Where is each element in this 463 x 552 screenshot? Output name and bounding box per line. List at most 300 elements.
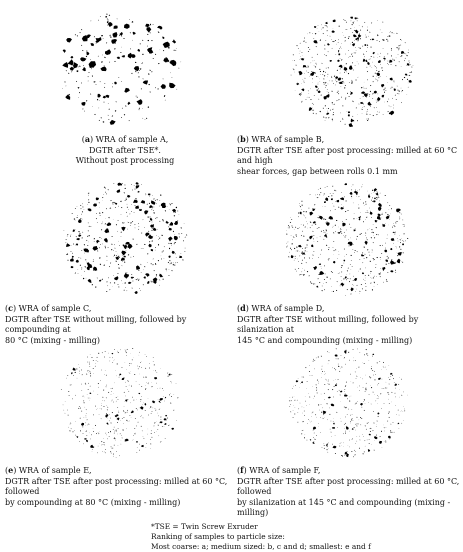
- particle-small: [357, 436, 358, 437]
- particle-small: [343, 206, 344, 207]
- particle-small: [75, 208, 76, 209]
- particle-small: [168, 372, 169, 373]
- particle-field-c: [60, 180, 190, 298]
- particle-small: [332, 41, 333, 42]
- particle-small: [386, 281, 387, 282]
- particle-small: [324, 75, 325, 76]
- particle-small: [141, 88, 142, 89]
- particle-small: [365, 268, 366, 269]
- particle-small: [365, 440, 366, 441]
- particle-small: [65, 413, 66, 414]
- particle-small: [354, 250, 355, 251]
- particle-small: [179, 236, 180, 237]
- particle-small: [103, 442, 104, 443]
- particle-large: [374, 91, 377, 94]
- particle-small: [362, 26, 363, 27]
- particle-small: [374, 276, 375, 277]
- particle-small: [307, 381, 308, 382]
- particle-small: [309, 32, 310, 33]
- particle-large: [89, 61, 97, 68]
- particle-small: [78, 231, 80, 232]
- particle-small: [345, 364, 346, 365]
- particle-small: [376, 68, 377, 69]
- particle-small: [360, 425, 361, 426]
- particle-small: [110, 263, 111, 264]
- particle-small: [116, 255, 117, 256]
- particle-small: [293, 69, 294, 70]
- particle-small: [138, 229, 139, 230]
- particle-small: [80, 430, 81, 431]
- particle-small: [399, 212, 400, 213]
- particle-small: [142, 54, 143, 55]
- particle-small: [303, 421, 304, 422]
- particle-small: [102, 197, 103, 198]
- particle-small: [395, 388, 396, 389]
- particle-large: [124, 273, 129, 278]
- particle-small: [351, 83, 352, 84]
- particle-small: [97, 251, 98, 252]
- particle-small: [363, 96, 364, 97]
- particle-image-c: [60, 180, 190, 298]
- particle-small: [305, 218, 306, 219]
- particle-small: [75, 34, 76, 35]
- particle-small: [71, 71, 72, 72]
- particle-small: [328, 196, 330, 197]
- particle-small: [134, 224, 135, 225]
- particle-large: [111, 39, 117, 44]
- particle-small: [370, 211, 371, 212]
- particle-small: [389, 403, 390, 404]
- particle-small: [360, 268, 361, 269]
- particle-small: [175, 263, 176, 264]
- particle-large: [62, 62, 68, 68]
- particle-small: [124, 192, 125, 193]
- particle-large: [104, 228, 109, 233]
- particle-small: [352, 62, 353, 63]
- particle-small: [324, 45, 325, 46]
- particle-small: [96, 433, 97, 434]
- particle-small: [323, 78, 324, 79]
- particle-large: [398, 423, 400, 424]
- particle-small: [387, 392, 388, 393]
- particle-large: [390, 248, 392, 250]
- particle-small: [304, 216, 305, 217]
- particle-small: [95, 363, 96, 364]
- particle-small: [318, 383, 319, 384]
- particle-small: [357, 120, 358, 121]
- particle-large: [332, 427, 335, 429]
- particle-small: [336, 220, 337, 221]
- particle-small: [104, 83, 105, 84]
- particle-large: [96, 37, 102, 41]
- particle-small: [164, 401, 165, 402]
- particle-small: [107, 25, 108, 26]
- particle-small: [338, 91, 339, 92]
- particle-small: [105, 370, 106, 371]
- particle-small: [346, 63, 348, 64]
- particle-small: [346, 72, 347, 73]
- particle-small: [402, 240, 403, 241]
- particle-small: [385, 441, 386, 442]
- particle-small: [382, 70, 383, 71]
- particle-small: [170, 72, 171, 73]
- particle-small: [310, 221, 311, 222]
- caption-e: (e) WRA of sample E, DGTR after TSE after post processing: milled at 60 °C, followed by compounding at 80 °C (mixing - milling): [5, 465, 233, 508]
- particle-small: [84, 271, 85, 272]
- particle-small: [105, 223, 106, 224]
- particle-small: [121, 214, 122, 215]
- particle-large: [131, 411, 134, 414]
- particle-small: [356, 417, 357, 418]
- particle-small: [364, 22, 365, 23]
- particle-large: [110, 120, 116, 125]
- particle-small: [352, 284, 353, 285]
- particle-small: [385, 212, 386, 213]
- particle-small: [332, 81, 333, 82]
- particle-large: [326, 113, 329, 115]
- particle-large: [72, 368, 75, 371]
- particle-small: [113, 275, 114, 276]
- particle-large: [161, 84, 166, 89]
- particle-small: [117, 422, 118, 423]
- particle-small: [370, 261, 371, 262]
- particle-small: [344, 391, 345, 392]
- particle-large: [332, 30, 335, 32]
- particle-small: [309, 396, 310, 397]
- particle-large: [376, 73, 380, 76]
- particle-small: [70, 424, 71, 425]
- particle-small: [386, 279, 387, 280]
- particle-small: [154, 270, 155, 271]
- particle-small: [116, 431, 117, 432]
- particle-small: [382, 245, 383, 246]
- particle-small: [328, 67, 329, 68]
- particle-small: [337, 391, 338, 392]
- particle-large: [164, 423, 166, 425]
- particle-small: [151, 281, 152, 282]
- particle-small: [325, 83, 326, 84]
- particle-small: [84, 253, 85, 254]
- particle-small: [314, 439, 315, 440]
- particle-large: [153, 227, 157, 230]
- particle-small: [360, 417, 361, 418]
- particle-small: [408, 50, 409, 51]
- particle-large: [160, 398, 163, 401]
- particle-small: [322, 63, 323, 64]
- particle-small: [100, 244, 101, 245]
- particle-small: [70, 385, 71, 386]
- particle-large: [82, 67, 86, 71]
- particle-small: [153, 24, 154, 25]
- particle-small: [141, 426, 142, 427]
- particle-small: [336, 100, 337, 101]
- particle-small: [379, 361, 380, 362]
- particle-small: [170, 381, 171, 382]
- particle-small: [332, 120, 333, 121]
- particle-small: [345, 386, 346, 387]
- particle-small: [287, 246, 288, 247]
- particle-small: [306, 405, 307, 406]
- particle-small: [351, 294, 352, 295]
- particle-small: [160, 388, 161, 389]
- particle-small: [402, 90, 403, 91]
- particle-large: [76, 260, 79, 263]
- particle-small: [122, 255, 123, 256]
- particle-large: [354, 17, 357, 19]
- particle-small: [301, 102, 302, 103]
- particle-small: [329, 247, 330, 248]
- particle-small: [376, 70, 377, 71]
- particle-small: [344, 232, 345, 233]
- particle-small: [312, 255, 313, 256]
- particle-small: [67, 375, 68, 376]
- particle-small: [294, 237, 295, 238]
- particle-small: [137, 447, 138, 448]
- particle-small: [107, 20, 109, 21]
- particle-small: [127, 410, 128, 411]
- particle-small: [111, 244, 112, 245]
- particle-small: [139, 450, 140, 451]
- particle-small: [353, 285, 354, 286]
- particle-small: [142, 415, 143, 416]
- particle-small: [180, 253, 181, 254]
- particle-small: [364, 246, 365, 247]
- particle-small: [323, 230, 324, 231]
- caption-c: (c) WRA of sample C, DGTR after TSE without milling, followed by compounding at 80 °C (mixing - milling): [5, 303, 230, 346]
- particle-small: [332, 368, 333, 369]
- particle-small: [390, 424, 391, 425]
- particle-small: [73, 375, 74, 376]
- particle-small: [98, 383, 99, 384]
- particle-small: [371, 217, 372, 218]
- particle-small: [385, 442, 386, 443]
- particle-small: [313, 113, 314, 114]
- particle-small: [335, 225, 336, 226]
- particle-small: [411, 67, 412, 68]
- particle-small: [295, 65, 296, 66]
- particle-large: [113, 25, 117, 28]
- particle-small: [296, 45, 297, 46]
- particle-large: [124, 88, 129, 93]
- particle-large: [124, 24, 130, 29]
- particle-small: [132, 397, 133, 398]
- particle-large: [350, 192, 352, 195]
- particle-small: [384, 92, 385, 93]
- particle-small: [371, 387, 372, 388]
- particle-large: [144, 210, 148, 214]
- particle-small: [127, 291, 128, 292]
- particle-small: [339, 390, 340, 391]
- particle-small: [380, 53, 381, 54]
- particle-small: [375, 401, 376, 402]
- particle-small: [140, 399, 141, 400]
- particle-small: [360, 199, 361, 200]
- particle-large: [369, 434, 371, 436]
- caption-b-title: WRA of sample B,: [251, 135, 324, 144]
- particle-small: [354, 40, 355, 41]
- particle-small: [344, 72, 345, 73]
- particle-small: [106, 397, 107, 398]
- particle-large: [338, 65, 342, 69]
- particle-small: [353, 218, 354, 219]
- particle-small: [174, 50, 175, 51]
- particle-small: [315, 284, 316, 285]
- particle-small: [365, 283, 366, 284]
- particle-small: [82, 206, 83, 207]
- particle-small: [106, 282, 107, 283]
- particle-small: [118, 220, 119, 221]
- particle-small: [302, 377, 303, 378]
- particle-large: [96, 240, 100, 243]
- particle-small: [320, 111, 321, 113]
- particle-small: [346, 382, 347, 383]
- particle-small: [63, 405, 64, 406]
- particle-large: [174, 236, 178, 240]
- particle-small: [337, 70, 338, 71]
- particle-large: [344, 394, 348, 396]
- particle-small: [358, 18, 359, 19]
- particle-small: [390, 376, 391, 377]
- particle-small: [97, 278, 98, 279]
- particle-small: [304, 81, 305, 82]
- particle-small: [326, 68, 327, 69]
- particle-small: [359, 386, 360, 387]
- particle-small: [325, 82, 326, 83]
- particle-small: [375, 267, 376, 268]
- particle-small: [336, 348, 337, 349]
- particle-small: [365, 254, 366, 255]
- particle-small: [151, 230, 152, 231]
- particle-large: [359, 218, 361, 220]
- particle-large: [162, 36, 164, 39]
- particle-small: [138, 223, 139, 224]
- particle-small: [315, 33, 317, 34]
- particle-small: [79, 367, 80, 368]
- particle-small: [346, 279, 347, 280]
- particle-small: [382, 388, 383, 389]
- particle-small: [353, 456, 354, 457]
- particle-small: [177, 262, 178, 263]
- particle-large: [100, 66, 106, 71]
- particle-small: [360, 38, 361, 39]
- particle-small: [82, 237, 83, 238]
- particle-small: [332, 227, 333, 228]
- particle-small: [383, 89, 384, 90]
- particle-small: [125, 382, 126, 383]
- particle-large: [390, 373, 392, 375]
- particle-small: [349, 401, 350, 402]
- particle-small: [306, 247, 307, 248]
- particle-small: [302, 248, 303, 249]
- particle-small: [327, 186, 328, 187]
- particle-small: [153, 198, 154, 199]
- particle-small: [122, 418, 123, 419]
- particle-small: [88, 193, 89, 194]
- particle-small: [109, 15, 110, 16]
- particle-large: [309, 107, 312, 111]
- caption-d-line1: DGTR after TSE without milling, followed by silanization at: [237, 315, 418, 335]
- particle-small: [344, 66, 345, 67]
- particle-small: [286, 234, 287, 235]
- particle-large: [314, 26, 316, 28]
- particle-small: [345, 385, 346, 386]
- particle-small: [376, 102, 377, 103]
- particle-small: [303, 215, 304, 216]
- particle-small: [373, 224, 374, 225]
- particle-small: [394, 432, 395, 433]
- particle-small: [306, 71, 307, 72]
- particle-small: [391, 64, 392, 65]
- particle-small: [64, 81, 65, 82]
- particle-large: [167, 60, 170, 63]
- particle-small: [363, 203, 364, 204]
- particle-small: [101, 418, 102, 419]
- particle-small: [311, 57, 312, 58]
- particle-small: [109, 266, 110, 267]
- particle-small: [367, 239, 368, 240]
- particle-small: [366, 212, 367, 213]
- particle-small: [344, 249, 345, 250]
- particle-small: [313, 430, 314, 431]
- particle-small: [362, 107, 363, 108]
- particle-large: [346, 454, 349, 458]
- particle-small: [342, 118, 343, 119]
- particle-large: [333, 261, 335, 264]
- particle-small: [78, 269, 79, 270]
- particle-small: [90, 386, 91, 387]
- particle-small: [365, 275, 366, 276]
- particle-small: [175, 212, 176, 213]
- particle-small: [151, 386, 152, 387]
- particle-small: [396, 246, 397, 247]
- particle-large: [106, 422, 108, 424]
- particle-large: [344, 350, 346, 354]
- particle-large: [350, 92, 352, 94]
- particle-small: [82, 109, 83, 110]
- particle-small: [121, 232, 122, 233]
- particle-small: [313, 104, 314, 105]
- particle-small: [342, 105, 343, 106]
- particle-small: [156, 372, 157, 373]
- particle-small: [114, 244, 115, 245]
- particle-large: [96, 198, 99, 201]
- particle-small: [324, 193, 325, 194]
- particle-small: [307, 271, 308, 272]
- particle-small: [291, 249, 292, 250]
- particle-small: [76, 236, 77, 237]
- particle-small: [303, 41, 304, 42]
- particle-small: [77, 215, 78, 216]
- particle-small: [327, 221, 328, 222]
- particle-small: [131, 211, 132, 212]
- particle-small: [322, 366, 323, 367]
- particle-small: [313, 283, 314, 284]
- particle-small: [85, 416, 86, 417]
- particle-small: [136, 96, 137, 97]
- particle-small: [141, 265, 142, 266]
- particle-small: [303, 225, 304, 226]
- particle-small: [346, 254, 347, 255]
- particle-large: [148, 193, 151, 195]
- particle-large: [86, 440, 88, 442]
- particle-small: [362, 262, 363, 263]
- particle-small: [138, 76, 139, 77]
- particle-small: [118, 412, 119, 413]
- particle-small: [369, 439, 370, 440]
- particle-large: [70, 67, 74, 71]
- particle-small: [369, 252, 370, 253]
- particle-small: [138, 422, 139, 423]
